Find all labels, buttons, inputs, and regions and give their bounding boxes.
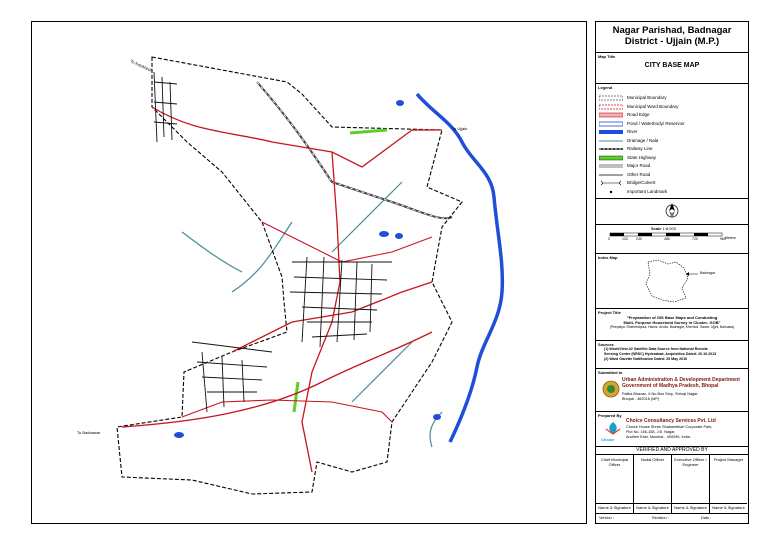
legend-item bbox=[599, 94, 745, 102]
signature-label: Name & Signature bbox=[596, 503, 633, 511]
scale-tick-label: 0 bbox=[608, 237, 610, 241]
railway-icon bbox=[599, 146, 623, 151]
project-line-2: Multi- Purpose Household Survey in Cluster- GOB" bbox=[623, 320, 721, 325]
single-line-icon bbox=[599, 172, 623, 177]
legend-item-label: Railway Line bbox=[627, 146, 653, 151]
legend-item-label: Municipal Ward Boundary bbox=[627, 103, 679, 109]
top-left-road-label: To Kalukhedi bbox=[129, 58, 153, 73]
title-line-2: District - Ujjain (M.P.) bbox=[624, 36, 720, 47]
source-line-2: Sensing Centre (NRSC) Hyderabad, Acquisition Dated: 26.10.2013 bbox=[604, 352, 717, 356]
legend-item bbox=[599, 137, 745, 145]
submitted-org-line-1: Urban Administration & Development Department bbox=[622, 377, 740, 383]
north-arrow-block bbox=[596, 199, 748, 225]
index-map bbox=[596, 254, 748, 308]
legend-item bbox=[599, 103, 745, 111]
scale-tick-label: 480 bbox=[664, 237, 670, 241]
double-line-icon bbox=[599, 163, 623, 168]
scale-tick-label: 120 bbox=[622, 237, 628, 241]
title-block bbox=[596, 22, 748, 53]
city-map bbox=[32, 22, 586, 523]
submitted-address-1: Palika Bhavan, 6 No.Bus Stop, Shivaji Nagar, bbox=[622, 392, 699, 396]
project-line-3: (Peepalya, Sheheedpura, Hamiz, Aroda, Badnagar, Kherhod, Sawer, Ujjini, Barnawa) bbox=[609, 325, 735, 329]
red-fill-icon bbox=[599, 112, 623, 117]
verification-block bbox=[596, 447, 748, 513]
submitted-org-line-2: Government of Madhya Pradesh, Bhopal bbox=[622, 383, 719, 389]
legend-item-label: River bbox=[627, 129, 638, 134]
legend-item-label: Pond / Waterbody/ Reservoir bbox=[627, 120, 685, 126]
scale-ratio: 1:8,000 bbox=[662, 226, 676, 231]
legend-item bbox=[599, 179, 745, 187]
map-title-block bbox=[596, 53, 748, 84]
dot-icon bbox=[599, 189, 623, 194]
prepared-by-block bbox=[596, 412, 748, 447]
signatory-role: Chief Municipal Officer bbox=[600, 457, 629, 467]
signature-label: Name & Signature bbox=[710, 503, 747, 511]
date-label: Date : bbox=[701, 516, 712, 520]
legend-panel bbox=[595, 21, 749, 524]
dashed-boundary-icon bbox=[599, 95, 623, 100]
map-title-text: CITY BASE MAP bbox=[644, 62, 700, 69]
scale-tick-label: 240 bbox=[636, 237, 642, 241]
version-row bbox=[596, 513, 748, 523]
blue-outline-icon bbox=[599, 121, 623, 126]
signatory-role: Nodal Officer bbox=[640, 457, 665, 462]
verification-header: VERIFIED AND APPROVED BY bbox=[596, 447, 748, 455]
legend-item-label: Major Road bbox=[627, 163, 651, 168]
prepared-company: Choice Consultancy Services Pvt. Ltd bbox=[626, 418, 716, 424]
submitted-address-2: Bhopal - 462016 (MP) bbox=[622, 397, 660, 401]
prepared-address-1: Choice House Shree Shakambhari Corporate Park, bbox=[626, 425, 713, 429]
scale-block bbox=[596, 225, 748, 254]
scale-unit: Meters bbox=[725, 236, 736, 240]
north-arrow-icon bbox=[596, 199, 748, 224]
signatory-column bbox=[634, 455, 672, 513]
index-map-block bbox=[596, 254, 748, 309]
signature-label: Name & Signature bbox=[672, 503, 709, 511]
scale-tick-label: 720 bbox=[692, 237, 698, 241]
legend-item-label: Drainage / Nala bbox=[627, 137, 659, 143]
source-line-3: (2) Ward Gazette Notification Dated: 25 May 2016 bbox=[604, 357, 688, 361]
signature-label: Name & Signature bbox=[634, 503, 671, 511]
legend-item bbox=[599, 128, 745, 136]
legend-item-label: Municipal Boundary bbox=[627, 95, 667, 100]
map-frame bbox=[31, 21, 587, 524]
legend-item bbox=[599, 154, 745, 162]
index-map-label: Index Map bbox=[598, 255, 618, 260]
title-line-1: Nagar Parishad, Badnagar bbox=[612, 25, 732, 36]
legend-item bbox=[599, 171, 745, 179]
legend-label: Legend bbox=[598, 85, 613, 90]
signatory-role: Executive Officer / Engineer bbox=[674, 457, 707, 467]
red-dashed-boundary-icon bbox=[599, 104, 623, 109]
legend-item-label: State Highway bbox=[627, 154, 657, 160]
legend-item-label: Important Landmark bbox=[627, 188, 668, 194]
submitted-to-label: Submitted to bbox=[598, 370, 623, 375]
legend-item bbox=[599, 188, 745, 196]
index-pointer-label: Badnagar bbox=[700, 271, 716, 275]
map-heading bbox=[596, 25, 748, 47]
teal-line-icon bbox=[599, 138, 623, 143]
mp-emblem-icon bbox=[601, 379, 621, 399]
legend-item-label: Bridge/Culvert bbox=[627, 180, 656, 185]
prepared-by-label: Prepared By bbox=[598, 413, 622, 418]
revision-label: Revision : bbox=[652, 516, 669, 520]
legend-item bbox=[599, 111, 745, 119]
to-badnawar-label: To Badnawar bbox=[77, 430, 101, 435]
green-fill-icon bbox=[599, 155, 623, 160]
scale-tick-label: 960 bbox=[720, 237, 726, 241]
legend-item-label: Road Edge bbox=[627, 112, 650, 117]
to-ujjain-label: To Ujjain bbox=[452, 126, 468, 131]
signatory-column bbox=[710, 455, 747, 513]
project-title-block bbox=[596, 309, 748, 341]
prepared-address-3: Andheri East, Mumbai - 400099, India. bbox=[626, 435, 691, 439]
legend-item bbox=[599, 162, 745, 170]
sources-block bbox=[596, 341, 748, 369]
scale-label: Scale 1:8,000 bbox=[651, 226, 676, 231]
choice-logo-text: Choice bbox=[601, 437, 615, 442]
source-line-1: (1) WorldView-02 Satellite Data Source from National Remote bbox=[604, 347, 708, 351]
prepared-address-2: Plot No. 156-158, J.B. Nagar, bbox=[626, 430, 676, 434]
project-title-label: Project Title bbox=[598, 310, 621, 315]
signatory-column bbox=[672, 455, 710, 513]
legend-item bbox=[599, 145, 745, 153]
legend-item-label: Other Road bbox=[627, 171, 651, 177]
submitted-to-block bbox=[596, 369, 748, 412]
sources-label: Sources bbox=[598, 342, 614, 347]
project-line-1: "Preparation of GIS Base Maps and Conducting bbox=[626, 315, 718, 320]
legend-block bbox=[596, 84, 748, 199]
signatory-role: Project Manager bbox=[713, 457, 744, 462]
choice-logo-icon bbox=[602, 420, 624, 438]
legend-item bbox=[599, 120, 745, 128]
map-title-label: Map Title bbox=[598, 54, 616, 59]
bridge-icon bbox=[599, 180, 623, 185]
signatory-column bbox=[596, 455, 634, 513]
blue-fill-icon bbox=[599, 129, 623, 134]
version-label: Version : bbox=[599, 516, 614, 520]
